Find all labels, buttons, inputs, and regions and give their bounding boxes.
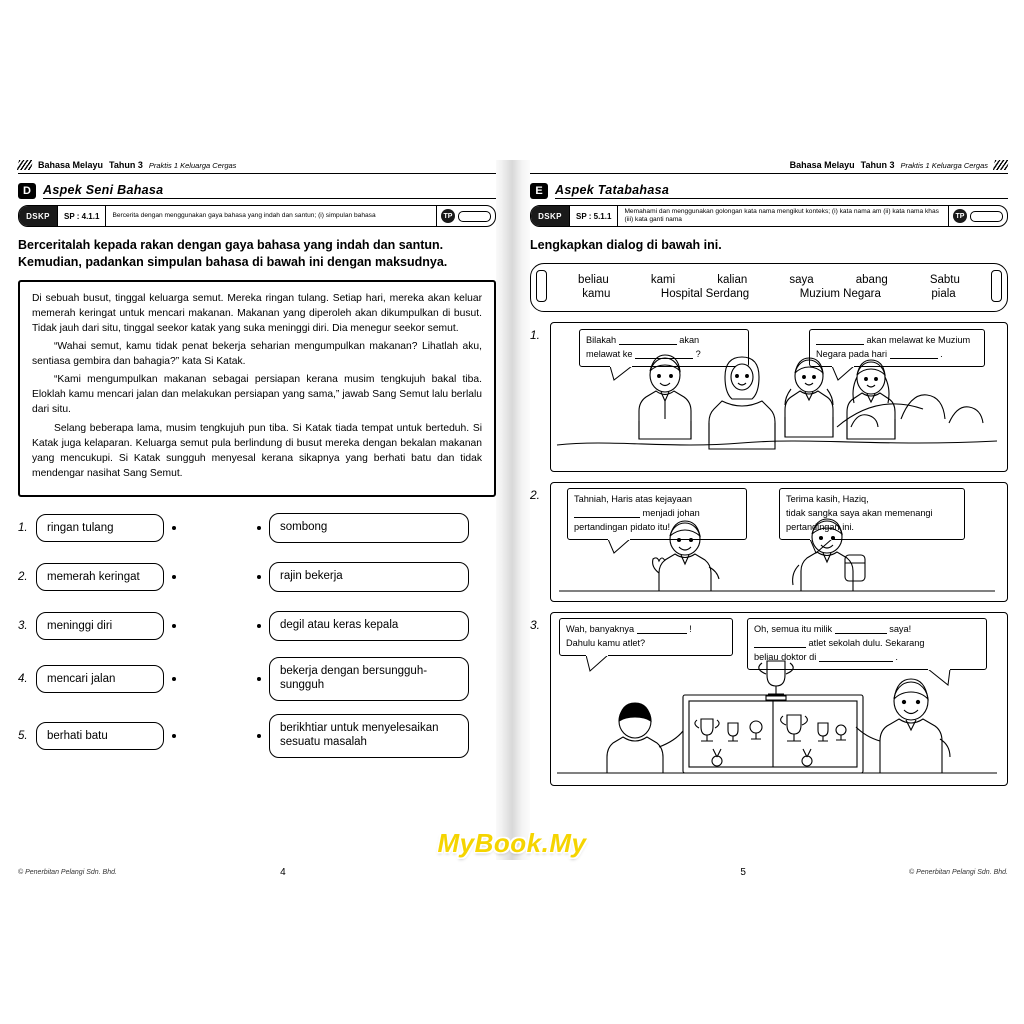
dskp-desc: Bercerita dengan menggunakan gaya bahasa yang indah dan santun; (i) simpulan bahasa [112,211,376,219]
list-item [257,558,496,596]
phrase-box[interactable]: ringan tulang [36,514,164,542]
dskp-bar-right [530,205,1008,227]
list-item [257,656,496,702]
dskp-tp [948,206,1007,226]
speech-bubble[interactable]: Tahniah, Haris atas kejayaan menjadi johan pertandingan pidato itu! [567,488,747,539]
watermark: MyBook.My [437,828,587,858]
illustration-two-boys [551,483,1003,599]
word-bank-row [557,274,981,286]
dskp-tag: DSKP [531,206,569,226]
word-chip[interactable]: saya [789,274,814,287]
word-chip[interactable]: kami [650,274,676,287]
tp-badge: TP [441,209,455,223]
word-chip[interactable]: abang [855,274,888,287]
passage-paragraph: Di sebuah busut, tinggal keluarga semut. Mereka ringan tulang. Setiap hari, mereka akan keluar memerah keringat untuk mencari makanan. Makanan yang diperoleh akan dikumpulkan di busut. Tidak jauh dari situ, tinggal seekor katak yang suka meninggi diri. Dia menegur seekor semut. [32,292,482,334]
connector-dot[interactable] [172,734,176,738]
meaning-box[interactable]: bekerja dengan bersungguh-sungguh [269,657,469,701]
bank-clip-right-icon [991,270,1002,302]
connector-dot[interactable] [257,677,261,681]
connector-dot[interactable] [257,575,261,579]
section-title-wrap [555,183,1008,199]
matching-right-column [257,509,496,770]
phrase-box[interactable]: mencari jalan [36,665,164,693]
word-chip[interactable]: kalian [717,274,748,287]
dskp-tp [436,206,495,226]
header-practice: Praktis 1 Keluarga Cergas [148,160,237,170]
dskp-desc: Memahami dan menggunakan golongan kata nama mengikut konteks; (i) kata nama am (ii) kata nama khas (iii) kata ganti nama [624,207,939,223]
item-number: 4. [18,673,28,685]
dialog-panel [550,322,1008,472]
item-number: 1. [530,328,541,343]
section-title: Aspek Tatabahasa [555,183,673,197]
word-chip[interactable]: kamu [582,288,611,301]
meaning-box[interactable]: berikhtiar untuk menyelesaikan sesuatu masalah [269,714,469,758]
connector-dot[interactable] [257,624,261,628]
bank-clip-left-icon [536,270,547,302]
dskp-sp: SP : 4.1.1 [57,206,106,226]
left-page-footer [18,867,496,878]
phrase-box[interactable]: meninggi diri [36,612,164,640]
meaning-box[interactable]: degil atau keras kepala [269,611,469,641]
item-number: 3. [18,620,28,632]
section-heading-e [530,183,1008,199]
book-gutter-shadow [492,160,534,860]
illustration-trophy-shelf [551,613,1003,783]
word-bank-row [557,288,981,300]
header-year: Tahun 3 [860,160,895,170]
item-number: 5. [18,730,28,742]
section-title: Aspek Seni Bahasa [43,183,167,197]
ribbon-icon [993,160,1009,170]
dialog-item-3 [530,612,1008,786]
word-chip[interactable]: Muzium Negara [799,288,881,301]
page-number: 4 [280,867,286,878]
matching-exercise [18,509,496,770]
item-number: 1. [18,522,28,534]
word-chip[interactable]: Hospital Serdang [660,288,750,301]
list-item [257,509,496,547]
speech-bubble[interactable]: Terima kasih, Haziq, tidak sangka saya akan memenangi pertandingan ini. [779,488,965,539]
tp-badge: TP [953,209,967,223]
right-page-header [530,160,1008,174]
dialog-panel [550,482,1008,602]
list-item [18,713,257,759]
copyright-text: © Penerbitan Pelangi Sdn. Bhd. [909,869,1008,876]
header-year: Tahun 3 [109,160,143,170]
word-chip[interactable]: Sabtu [929,274,960,287]
passage-paragraph: “Kami mengumpulkan makanan sebagai persiapan kerana musim tengkujuh bakal tiba. Eloklah kamu mencari jalan dan melakukan persiapan yang sama,” jawab Sang Semut lalu berlalu dari situ. [32,374,482,416]
speech-bubble[interactable]: Wah, banyaknya ! Dahulu kamu atlet? [559,618,733,656]
connector-dot[interactable] [172,575,176,579]
dskp-tag: DSKP [19,206,57,226]
right-page-footer [530,867,1008,878]
item-number: 3. [530,618,541,633]
word-chip[interactable]: piala [931,288,956,301]
dskp-bar-left [18,205,496,227]
list-item [18,509,257,547]
header-subject: Bahasa Melayu [38,160,104,170]
illustration-students-group [551,323,1003,469]
speech-bubble[interactable]: Bilakah akan melawat ke ? [579,329,749,367]
matching-left-column [18,509,257,770]
story-passage [18,280,496,498]
connector-dot[interactable] [172,677,176,681]
speech-bubble[interactable]: Oh, semua itu milik saya! atlet sekolah dulu. Sekarang beliau doktor di . [747,618,987,669]
meaning-box[interactable]: rajin bekerja [269,562,469,592]
list-item [18,607,257,645]
item-number: 2. [530,488,541,503]
connector-dot[interactable] [257,526,261,530]
section-heading-d [18,183,496,199]
dialog-item-2 [530,482,1008,602]
dialog-panel [550,612,1008,786]
header-practice: Praktis 1 Keluarga Cergas [900,160,988,170]
section-title-wrap [43,183,496,199]
copyright-text: © Penerbitan Pelangi Sdn. Bhd. [18,869,117,876]
tp-blank[interactable] [970,211,1003,222]
phrase-box[interactable]: memerah keringat [36,563,164,591]
word-chip[interactable]: beliau [578,274,609,287]
section-badge: E [530,183,548,199]
passage-paragraph: Selang beberapa lama, musim tengkujuh pun tiba. Si Katak tiada tempat untuk berteduh. Si Katak juga kelaparan. Keluarga semut pula berlindung di busut mereka dengan bekalan makanan yang mencukupi. Si Katak sungguh menyesal kerana sikapnya yang berhati batu dan tidak mendengar nasihat Sang Semut. [32,422,482,479]
dialog-item-1 [530,322,1008,472]
header-subject: Bahasa Melayu [789,160,855,170]
left-instruction: Berceritalah kepada rakan dengan gaya bahasa yang indah dan santun. Kemudian, padankan simpulan bahasa di bawah ini dengan maksudnya. [18,238,448,270]
right-instruction: Lengkapkan dialog di bawah ini. [530,238,722,252]
left-page-header [18,160,496,174]
word-bank [530,263,1008,312]
speech-bubble[interactable]: akan melawat ke Muzium Negara pada hari . [809,329,985,367]
item-number: 2. [18,571,28,583]
tp-blank[interactable] [458,211,491,222]
list-item [257,713,496,759]
meaning-box[interactable]: sombong [269,513,469,543]
connector-dot[interactable] [172,624,176,628]
list-item [18,656,257,702]
left-page [18,160,496,878]
list-item [257,607,496,645]
connector-dot[interactable] [172,526,176,530]
page-number: 5 [740,867,746,878]
connector-dot[interactable] [257,734,261,738]
section-badge: D [18,183,36,199]
list-item [18,558,257,596]
passage-paragraph: “Wahai semut, kamu tidak penat bekerja seharian mengumpulkan makanan? Lihatlah aku, sentiasa gembira dan bahagia?” kata Si Katak. [32,340,482,367]
phrase-box[interactable]: berhati batu [36,722,164,750]
right-page [530,160,1008,878]
dskp-sp: SP : 5.1.1 [569,206,618,226]
ribbon-icon [17,160,33,170]
